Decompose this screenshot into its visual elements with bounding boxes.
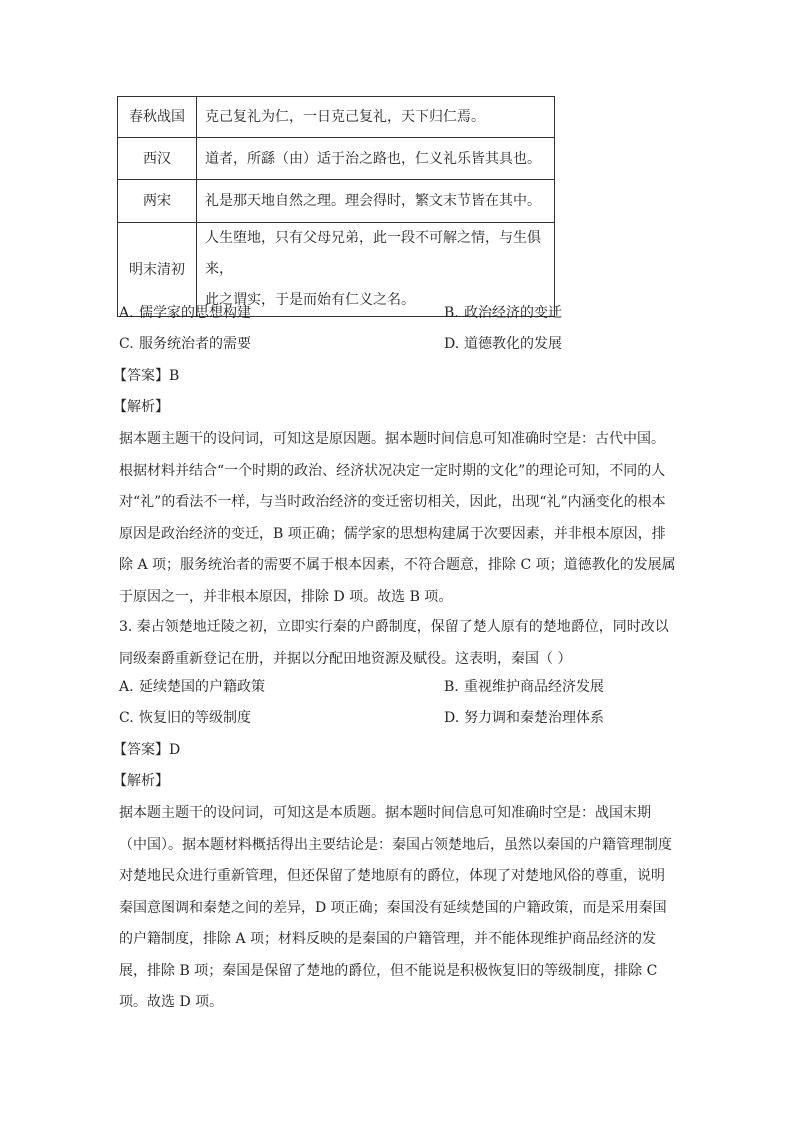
era-cell: 春秋战国 (118, 97, 197, 138)
option-b (444, 303, 562, 323)
analysis-line: 原因是政治经济的变迁，B 项正确；儒学家的思想构建属于次要因素，并非根本原因，排 (119, 525, 666, 542)
option-text: 政治经济的变迁 (464, 305, 562, 321)
option-text: 重视维护商品经济发展 (464, 679, 604, 695)
option-letter: D. (444, 336, 460, 352)
quote-line: 人生堕地，只有父母兄弟，此一段不可解之情，与生俱来， (205, 230, 541, 277)
table-row (118, 138, 555, 180)
option-letter: B. (444, 305, 459, 321)
stem-line: 同级秦爵重新登记在册，并据以分配田地资源及赋役。这表明，秦国（ ） (119, 650, 572, 667)
option-letter: B. (444, 679, 459, 695)
option-letter: D. (444, 710, 460, 726)
quote-cell (197, 97, 555, 138)
answer-label: 【答案】B (113, 368, 180, 384)
answer-label: 【答案】D (113, 742, 181, 758)
analysis-line: 的户籍制度，排除 A 项；材料反映的是秦国的户籍管理，并不能体现维护商品经济的发 (119, 931, 657, 947)
material-table (117, 96, 555, 317)
option-text: 努力调和秦楚治理体系 (464, 710, 604, 726)
option-text: 服务统治者的需要 (139, 336, 251, 352)
option-text: 儒学家的思想构建 (139, 305, 251, 321)
analysis-line: 展，排除 B 项；秦国是保留了楚地的爵位，但不能说是积极恢复旧的等级制度，排除 C (119, 962, 658, 979)
analysis-line: 对“礼”的看法不一样，与当时政治经济的变迁密切相关，因此，出现“礼”内涵变化的根本 (119, 494, 666, 510)
table-row (118, 180, 555, 223)
analysis-line: 秦国意图调和秦楚之间的差异，D 项正确；秦国没有延续楚国的户籍政策，而是采用秦国 (119, 899, 667, 916)
question-stem (119, 612, 679, 675)
analysis-line: 据本题主题干的设问词，可知这是本质题。据本题时间信息可知准确时空是：战国末期 (119, 805, 651, 821)
quote-line: 克己复礼为仁，一日克己复礼，天下归仁焉。 (205, 109, 485, 125)
quote-line: 礼是那天地自然之理。理会得时，繁文末节皆在其中。 (205, 193, 541, 209)
option-c (119, 708, 251, 728)
stem-line: 3. 秦占领楚地迁陵之初，立即实行秦的户爵制度，保留了楚人原有的楚地爵位，同时改以 (119, 619, 669, 635)
option-letter: A. (119, 679, 134, 695)
table-row (118, 97, 555, 138)
quote-cell (197, 180, 555, 223)
analysis-line: 于原因之一，并非根本原因，排除 D 项。故选 B 项。 (119, 588, 453, 605)
analysis-line: 除 A 项；服务统治者的需要不属于根本因素，不符合题意，排除 C 项；道德教化的发展属 (119, 557, 676, 573)
option-a (119, 303, 251, 323)
analysis-line: 项。故选 D 项。 (119, 994, 224, 1010)
analysis-line: 据本题主题干的设问词，可知这是原因题。据本题时间信息可知准确时空是：古代中国。 (119, 431, 665, 447)
analysis-label: 【解析】 (113, 399, 169, 415)
option-d (444, 334, 562, 354)
era-cell: 西汉 (118, 138, 197, 180)
analysis-text (119, 798, 679, 1019)
analysis-line: （中国）。据本题材料概括得出主要结论是：秦国占领楚地后，虽然以秦国的户籍管理制度 (119, 836, 672, 853)
option-letter: C. (119, 710, 134, 726)
quote-cell (197, 138, 555, 180)
option-letter: C. (119, 336, 134, 352)
analysis-line: 根据材料并结合“一个时期的政治、经济状况决定一定时期的文化”的理论可知，不同的人 (119, 462, 666, 479)
option-letter: A. (119, 305, 134, 321)
era-cell: 明末清初 (118, 223, 197, 317)
option-text: 延续楚国的户籍政策 (139, 679, 265, 695)
option-b (444, 677, 604, 697)
quote-line: 道者，所繇（由）适于治之路也，仁义礼乐皆其具也。 (205, 150, 541, 167)
analysis-label: 【解析】 (113, 773, 169, 789)
option-a (119, 677, 265, 697)
option-text: 恢复旧的等级制度 (139, 710, 251, 726)
analysis-line: 对楚地民众进行重新管理，但还保留了楚地原有的爵位，体现了对楚地风俗的尊重，说明 (119, 868, 665, 884)
analysis-text (119, 424, 679, 613)
era-cell: 两宋 (118, 180, 197, 223)
option-d (444, 708, 604, 728)
quote-line: 此之谓实，于是而始有仁义之名。 (205, 292, 415, 308)
option-c (119, 334, 251, 354)
option-text: 道德教化的发展 (464, 336, 562, 352)
